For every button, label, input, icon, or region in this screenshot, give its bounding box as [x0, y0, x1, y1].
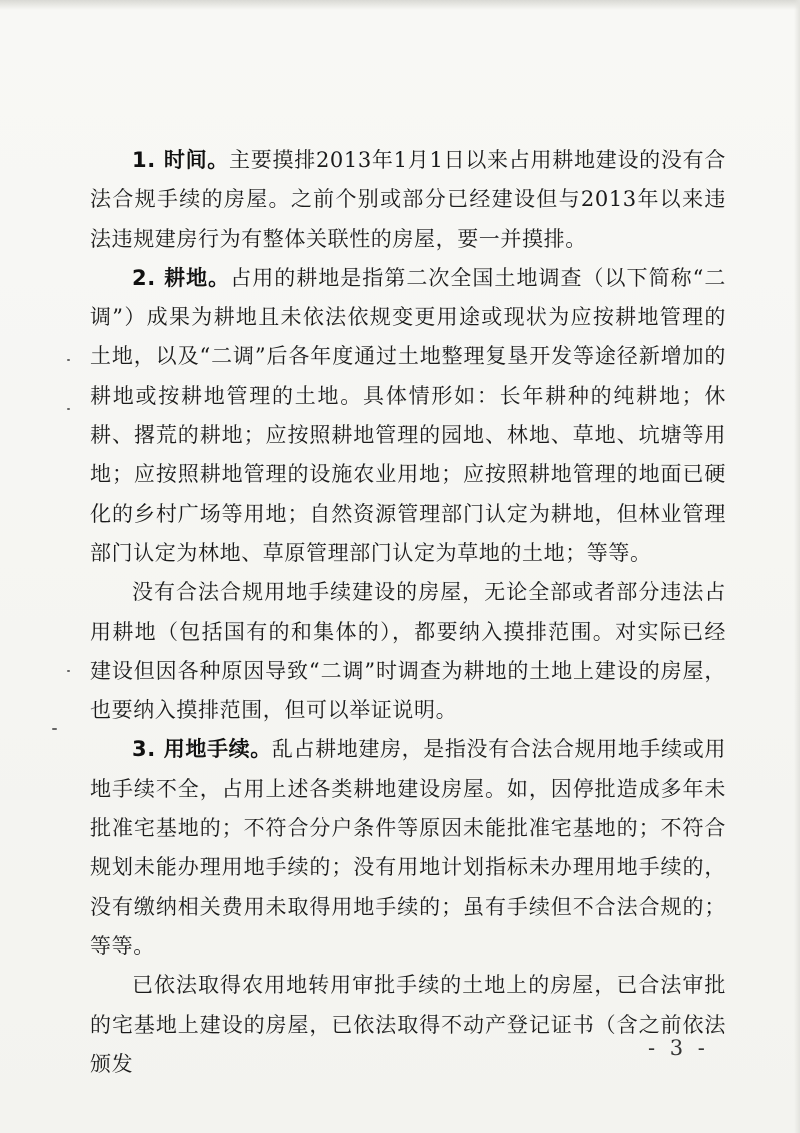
- paragraph-text: 占用的耕地是指第二次全国土地调查（以下简称“二调”）成果为耕地且未依法依规变更用途或现状为应按耕地管理的土地，以及“二调”后各年度通过土地整理复垦开发等途径新增加的耕地或按耕地管理的土地。具体情形如：长年耕种的纯耕地；休耕、撂荒的耕地；应按照耕地管理的园地、林地、草地、坑塘等用地；应按照耕地管理的设施农业用地；应按照耕地管理的地面已硬化的乡村广场等用地；自然资源管理部门认定为耕地，但林业管理部门认定为林地、草原管理部门认定为草地的土地；等等。: [90, 265, 726, 565]
- scan-top-edge: [0, 0, 800, 10]
- paragraph-time: [90, 141, 726, 259]
- paragraph-land-procedures: [90, 730, 726, 966]
- scan-speck: [52, 728, 57, 730]
- section-heading: 1. 时间。: [132, 148, 230, 172]
- paragraph-scope: [90, 573, 726, 730]
- paragraph-farmland: [90, 259, 726, 573]
- section-heading: 2. 耕地。: [132, 265, 231, 290]
- page-number: - 3 -: [648, 1036, 709, 1060]
- paragraph-text: 没有合法合规用地手续建设的房屋，无论全部或者部分违法占用耕地（包括国有的和集体的），都要纳入摸排范围。对实际已经建设但因各种原因导致“二调”时调查为耕地的土地上建设的房屋，也要纳入摸排范围，但可以举证说明。: [90, 580, 726, 723]
- paragraph-text: 主要摸排2013年1月1日以来占用耕地建设的没有合法合规手续的房屋。之前个别或部分已经建设但与2013年以来违法违规建房行为有整体关联性的房屋，要一并摸排。: [90, 148, 726, 251]
- document-body: [90, 141, 726, 1084]
- scan-speck: [67, 408, 70, 410]
- scan-right-edge: [794, 0, 800, 1133]
- paragraph-text: 乱占耕地建房，是指没有合法合规用地手续或用地手续不全，占用上述各类耕地建设房屋。如，因停批造成多年未批准宅基地的；不符合分户条件等原因未能批准宅基地的；不符合规划未能办理用地手续的；没有用地计划指标未办理用地手续的，没有缴纳相关费用未取得用地手续的；虽有手续但不合法合规的；等等。: [90, 737, 726, 958]
- paragraph-approved-land: [90, 966, 726, 1084]
- paragraph-text: 已依法取得农用地转用审批手续的土地上的房屋，已合法审批的宅基地上建设的房屋，已依法取得不动产登记证书（含之前依法颁发: [90, 973, 726, 1076]
- section-heading: 3. 用地手续。: [132, 737, 272, 762]
- scan-speck: [67, 670, 70, 672]
- scan-speck: [67, 359, 70, 361]
